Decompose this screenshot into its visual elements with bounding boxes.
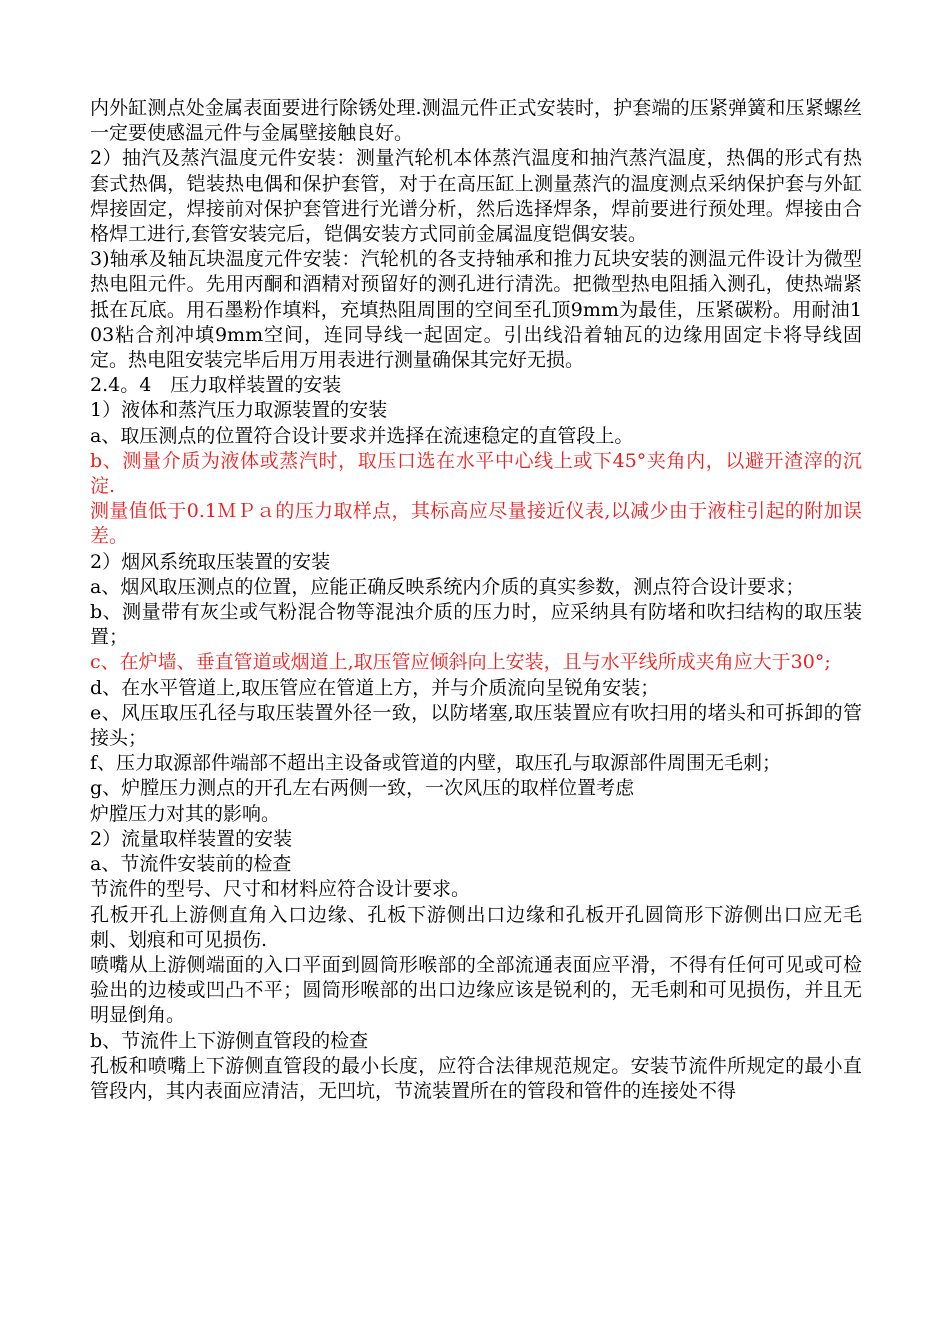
subsection-heading: 2）流量取样装置的安装 bbox=[90, 827, 293, 850]
paragraph: 内外缸测点处金属表面要进行除锈处理.测温元件正式安装时，护套端的压紧弹簧和压紧螺丝一定要使感温元件与金属壁接触良好。 bbox=[90, 97, 862, 145]
list-item: g、炉膛压力测点的开孔左右两侧一致，一次风压的取样位置考虑 bbox=[90, 777, 635, 800]
paragraph: 炉膛压力对其的影响。 bbox=[90, 802, 281, 825]
list-item: b、测量带有灰尘或气粉混合物等混浊介质的压力时，应采纳具有防堵和吹扫结构的取压装置； bbox=[90, 601, 862, 649]
list-item: a、烟风取压测点的位置，应能正确反映系统内介质的真实参数，测点符合设计要求； bbox=[90, 575, 805, 598]
list-item: e、风压取压孔径与取压装置外径一致，以防堵塞,取压装置应有吹扫用的堵头和可拆卸的管接头； bbox=[90, 701, 862, 750]
paragraph: 孔板和喷嘴上下游侧直管段的最小长度，应符合法律规范规定。安装节流件所规定的最小直管段内，其内表面应清洁，无凹坑，节流装置所在的管段和管件的连接处不得 bbox=[90, 1054, 862, 1102]
document-page bbox=[90, 96, 862, 1104]
list-item: a、取压测点的位置符合设计要求并选择在流速稳定的直管段上。 bbox=[90, 424, 634, 447]
list-item: a、节流件安装前的检查 bbox=[90, 853, 292, 876]
subsection-heading: 2）烟风系统取压装置的安装 bbox=[90, 550, 331, 573]
paragraph: 2）抽汽及蒸汽温度元件安装：测量汽轮机本体蒸汽温度和抽汽蒸汽温度，热偶的形式有热套式热偶，铠装热电偶和保护套管，对于在高压缸上测量蒸汽的温度测点采纳保护套与外缸焊接固定，焊接前对保护套管进行光谱分析，然后选择焊条，焊前要进行预处理。焊接由合格焊工进行,套管安装完后，铠偶安装方式同前金属温度铠偶安装。 bbox=[90, 147, 862, 246]
paragraph: 孔板开孔上游侧直角入口边缘、孔板下游侧出口边缘和孔板开孔圆筒形下游侧出口应无毛刺、划痕和可见损伤. bbox=[90, 903, 862, 951]
list-item: d、在水平管道上,取压管应在管道上方，并与介质流向呈锐角安装； bbox=[90, 676, 660, 699]
paragraph: 3)轴承及轴瓦块温度元件安装：汽轮机的各支持轴承和推力瓦块安装的测温元件设计为微型热电阻元件。先用丙酮和酒精对预留好的测孔进行清洗。把微型热电阻插入测孔，使热端紧抵在瓦底。用石墨粉作填料，充填热阻周围的空间至孔顶9mm为最佳，压紧碳粉。用耐油103粘合剂冲填9mm空间，连同导线一起固定。引出线沿着轴瓦的边缘用固定卡将导线固定。热电阻安装完毕后用万用表进行测量确保其完好无损。 bbox=[90, 248, 862, 372]
list-item: f、压力取源部件端部不超出主设备或管道的内壁，取压孔与取源部件周围无毛刺； bbox=[90, 752, 782, 775]
subsection-heading: 1）液体和蒸汽压力取源装置的安装 bbox=[90, 399, 388, 422]
highlighted-list-item: c、在炉墙、垂直管道或烟道上,取压管应倾斜向上安装，且与水平线所成夹角应大于30°; bbox=[90, 651, 831, 674]
paragraph: 节流件的型号、尺寸和材料应符合设计要求。 bbox=[90, 878, 471, 901]
list-item: b、节流件上下游侧直管段的检查 bbox=[90, 1029, 369, 1052]
highlighted-paragraph: 测量值低于0.1ＭＰａ的压力取样点，其标高应尽量接近仪表,以减少由于液柱引起的附加误差。 bbox=[90, 500, 862, 548]
paragraph: 喷嘴从上游侧端面的入口平面到圆筒形喉部的全部流通表面应平滑，不得有任何可见或可检验出的边棱或凹凸不平；圆筒形喉部的出口边缘应该是锐利的，无毛刺和可见损伤，并且无明显倒角。 bbox=[90, 953, 862, 1027]
highlighted-list-item: b、测量介质为液体或蒸汽时，取压口选在水平中心线上或下45°夹角内，以避开渣滓的沉淀. bbox=[90, 449, 862, 498]
section-heading: 2.4。4 压力取样装置的安装 bbox=[90, 374, 342, 397]
